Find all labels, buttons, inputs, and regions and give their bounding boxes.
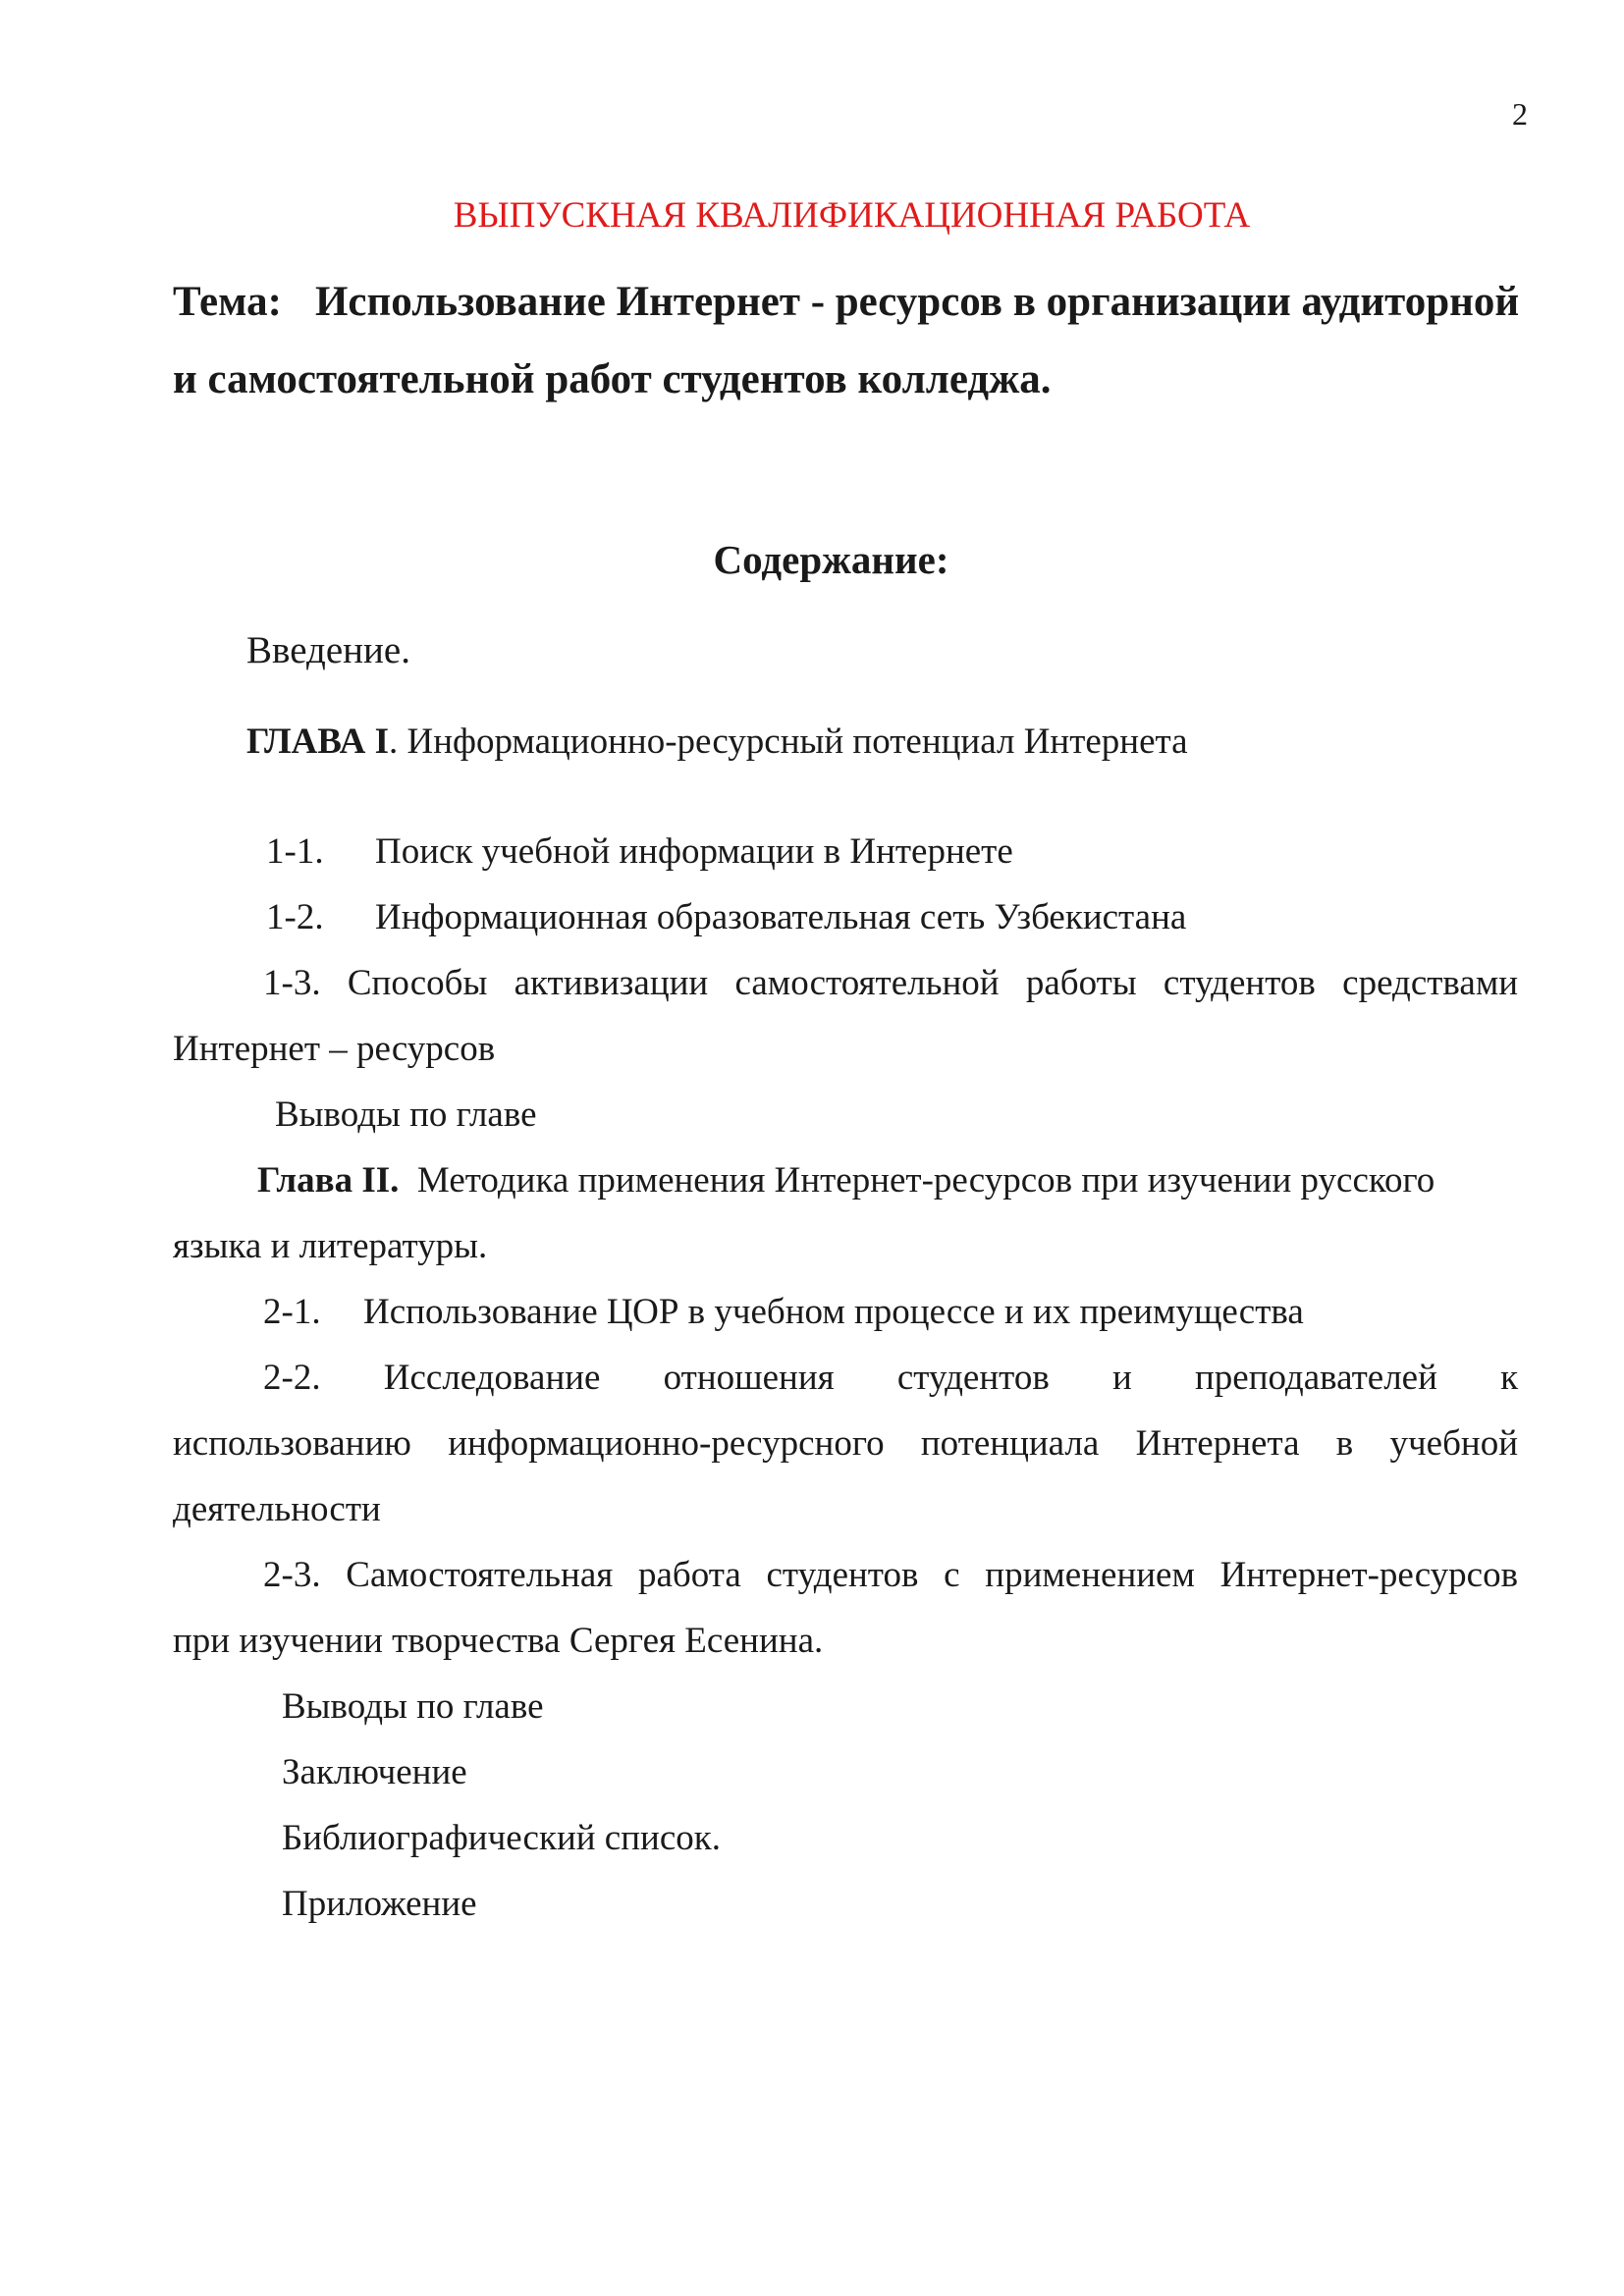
toc-word: Интернета [1135, 1423, 1300, 1464]
toc-chapter-2-conclusions: Выводы по главе [282, 1686, 544, 1727]
toc-word: 2-2. [263, 1358, 321, 1398]
toc-section-2-1-number: 2-1. [263, 1292, 321, 1332]
toc-chapter-2-label: Глава II. [257, 1160, 400, 1201]
page-number: 2 [1512, 96, 1528, 132]
toc-chapter-2-line-1 [257, 1159, 1435, 1201]
toc-word: Самостоятельная [346, 1555, 614, 1595]
toc-word: преподавателей [1194, 1358, 1437, 1398]
toc-conclusion: Заключение [282, 1752, 467, 1792]
theme-text-line-1: Использование Интернет - ресурсов в организации аудиторной [314, 279, 1520, 325]
toc-word: работы [1025, 963, 1137, 1003]
document-type-heading: ВЫПУСКНАЯ КВАЛИФИКАЦИОННАЯ РАБОТА [453, 195, 1251, 236]
toc-section-1-1-title: Поиск учебной информации в Интернете [375, 831, 1013, 872]
toc-section-2-3-line-1 [263, 1554, 1518, 1596]
contents-title: Содержание: [713, 537, 949, 582]
toc-chapter-2-title: Методика применения Интернет-ресурсов при изучении русского [416, 1160, 1435, 1201]
toc-section-2-1-title: Использование ЦОР в учебном процессе и их преимущества [363, 1292, 1304, 1332]
toc-chapter-2-line-2: языка и литературы. [173, 1226, 488, 1266]
toc-word: Интернет-ресурсов [1219, 1555, 1519, 1595]
toc-word: Способы [347, 963, 488, 1003]
toc-word: и [1111, 1358, 1132, 1398]
toc-word: активизации [514, 963, 709, 1003]
toc-chapter-1-conclusions: Выводы по главе [275, 1095, 537, 1135]
toc-word: потенциала [920, 1423, 1100, 1464]
toc-section-2-2-line-2 [173, 1422, 1518, 1465]
theme-text-line-2: и самостоятельной работ студентов колледжа. [173, 356, 1052, 402]
toc-section-2-3-line-2: при изучении творчества Сергея Есенина. [173, 1621, 824, 1661]
toc-word: использованию [173, 1423, 411, 1464]
toc-word: в [1335, 1423, 1354, 1464]
toc-word: Исследование [383, 1358, 601, 1398]
toc-section-1-2-title: Информационная образовательная сеть Узбекистана [375, 897, 1187, 937]
toc-section-1-2-number: 1-2. [266, 897, 324, 937]
toc-bibliography: Библиографический список. [282, 1818, 721, 1858]
toc-word: с [944, 1555, 960, 1595]
toc-word: средствами [1342, 963, 1519, 1003]
toc-chapter-1-label: ГЛАВА I [246, 721, 389, 762]
theme-label: Тема: [173, 279, 282, 325]
toc-word: студентов [766, 1555, 919, 1595]
toc-section-1-3-line-2: Интернет – ресурсов [173, 1029, 496, 1069]
toc-word: самостоятельной [734, 963, 1000, 1003]
toc-word: студентов [1163, 963, 1316, 1003]
toc-section-2-2-line-3: деятельности [173, 1489, 381, 1529]
toc-word: работа [637, 1555, 741, 1595]
toc-section-1-1-number: 1-1. [266, 831, 324, 872]
toc-introduction: Введение. [246, 629, 410, 671]
toc-word: 1-3. [263, 963, 321, 1003]
theme-line-1 [173, 278, 1519, 326]
toc-word: информационно-ресурсного [448, 1423, 885, 1464]
toc-word: отношения [663, 1358, 835, 1398]
toc-chapter-1-title: . Информационно-ресурсный потенциал Интернета [388, 721, 1188, 762]
toc-appendix: Приложение [282, 1884, 477, 1924]
toc-word: студентов [896, 1358, 1050, 1398]
toc-word: 2-3. [263, 1555, 321, 1595]
toc-word: к [1500, 1358, 1519, 1398]
toc-section-2-2-line-1 [263, 1357, 1518, 1399]
toc-chapter-1 [246, 721, 1188, 763]
toc-section-1-3-line-1 [263, 962, 1518, 1004]
toc-word: применением [985, 1555, 1195, 1595]
toc-word: учебной [1389, 1423, 1519, 1464]
